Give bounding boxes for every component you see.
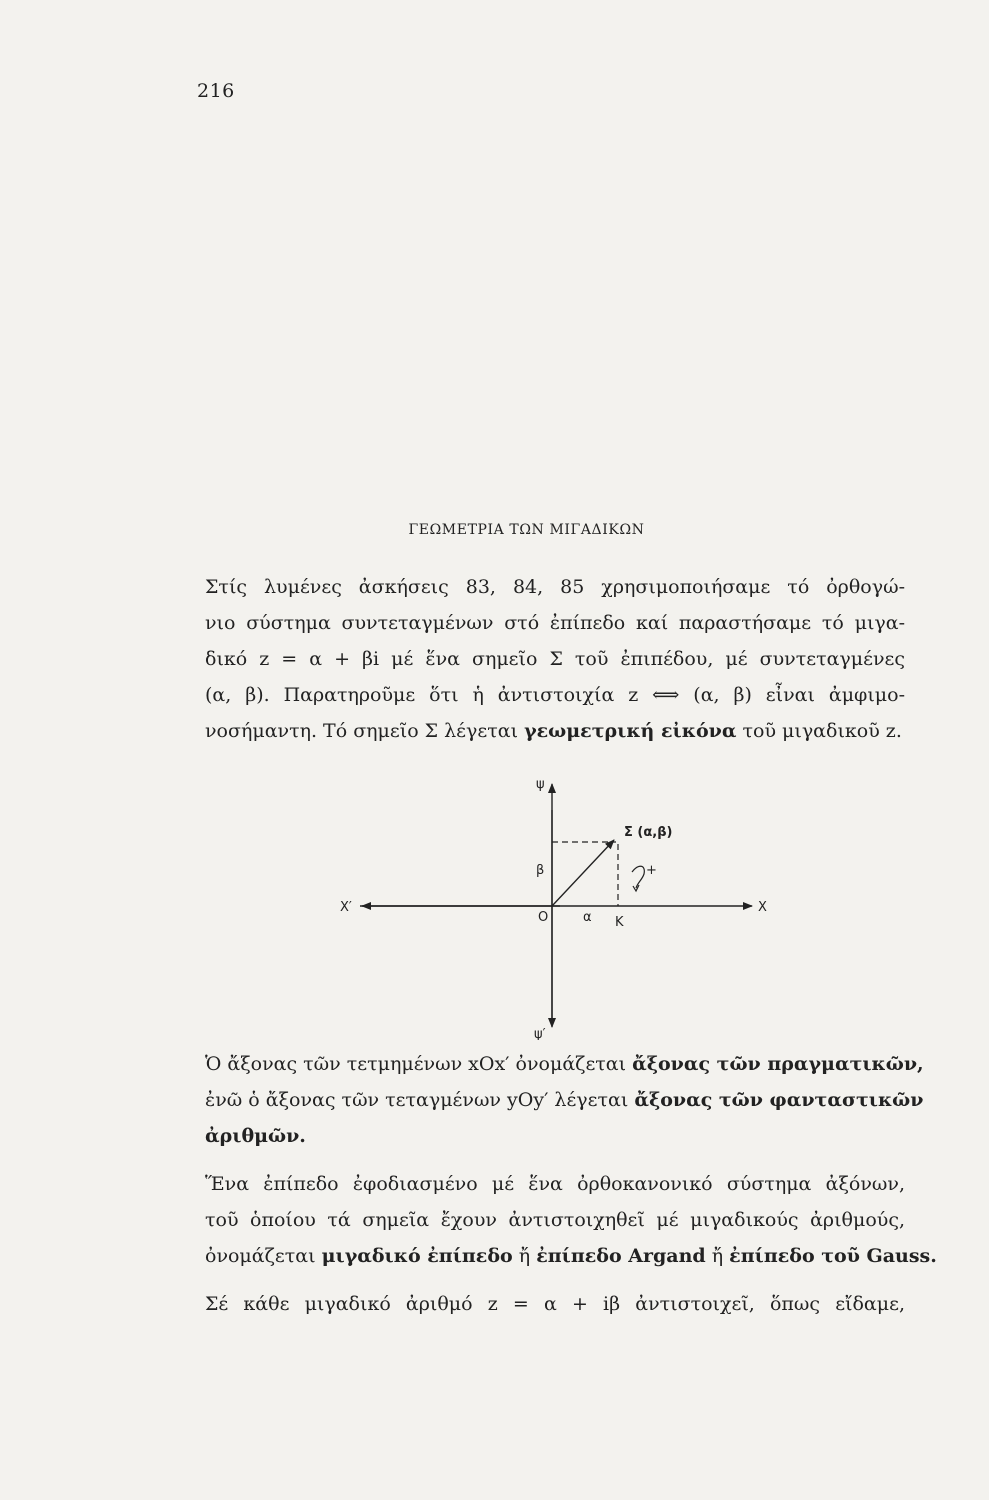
complex-plane-svg: [340, 770, 780, 1040]
term-geometric-image: γεωμετρική εἰκόνα: [524, 720, 737, 742]
paragraph-3-line-3-or-2: ἤ: [705, 1245, 730, 1267]
paragraph-2-line-1-start: Ὁ ἄξονας τῶν τετμημένων xOx′ ὀνομάζεται: [205, 1053, 633, 1075]
section-title: ΓΕΩΜΕΤΡΙΑ ΤΩΝ ΜΙΓΑΔΙΚΩΝ: [408, 522, 645, 538]
paragraph-3-line-3-or-1: ἤ: [512, 1245, 537, 1267]
position-vector: [552, 840, 614, 906]
paragraph-1-line-4: (α, β). Παρατηροῦμε ὅτι ἡ ἀντιστοιχία z ⟺ (α, β) εἶναι ἀμφιμο-: [205, 684, 905, 706]
paragraph-3-line-1: Ἕνα ἐπίπεδο ἐφοδιασμένο μέ ἕνα ὀρθοκανονικό σύστημα ἀξόνων,: [205, 1173, 905, 1195]
label-x-prime: X′: [340, 900, 352, 915]
paragraph-2-line-2-start: ἐνῶ ὁ ἄξονας τῶν τεταγμένων yOy′ λέγεται: [205, 1089, 635, 1111]
paragraph-3-line-3: [205, 1242, 937, 1270]
paragraph-3-line-3-start: ὀνομάζεται: [205, 1245, 322, 1267]
label-point-sigma: Σ (α,β): [624, 825, 673, 840]
term-real-axis: ἄξονας τῶν πραγματικῶν,: [632, 1053, 924, 1075]
paragraph-1-line-1: Στίς λυμένες ἀσκήσεις 83, 84, 85 χρησιμοποιήσαμε τό ὀρθογώ-: [205, 576, 905, 598]
paragraph-3-line-2: τοῦ ὁποίου τά σημεῖα ἔχουν ἀντιστοιχηθεῖ μέ μιγαδικούς ἀριθμούς,: [205, 1209, 905, 1231]
term-complex-plane: μιγαδικό ἐπίπεδο: [321, 1245, 513, 1267]
label-x: X: [758, 900, 767, 915]
label-origin: O: [538, 910, 549, 925]
paragraph-1-line-2: νιο σύστημα συντεταγμένων στό ἐπίπεδο καί παραστήσαμε τό μιγα-: [205, 612, 905, 634]
paragraph-1-line-5: [205, 717, 905, 745]
paragraph-4-line-1: Σέ κάθε μιγαδικό ἀριθμό z = α + iβ ἀντιστοιχεῖ, ὅπως εἴδαμε,: [205, 1293, 905, 1315]
term-numbers: ἀριθμῶν.: [205, 1125, 306, 1147]
term-gauss-plane: ἐπίπεδο τοῦ Gauss.: [729, 1245, 937, 1267]
paragraph-2-line-3: [205, 1122, 905, 1150]
term-imaginary-axis: ἄξονας τῶν φανταστικῶν: [634, 1089, 924, 1111]
label-k: K: [615, 915, 624, 930]
paragraph-1-line-3: δικό z = α + βi μέ ἕνα σημεῖο Σ τοῦ ἐπιπέδου, μέ συντεταγμένες: [205, 648, 905, 670]
complex-plane-figure: [340, 770, 780, 1040]
paragraph-1-line-5-start: νοσήμαντη. Τό σημεῖο Σ λέγεται: [205, 720, 525, 742]
label-psi: ψ: [536, 777, 545, 792]
label-beta: β: [536, 863, 545, 878]
paragraph-1-line-5-end: τοῦ μιγαδικοῦ z.: [736, 720, 902, 742]
page-number: 216: [197, 80, 235, 102]
label-psi-prime: ψ′: [534, 1027, 546, 1040]
label-alpha: α: [583, 910, 592, 925]
label-rotation-plus: +: [646, 863, 657, 878]
paragraph-2-line-1: [205, 1050, 924, 1078]
rotation-arrow-icon: [632, 866, 644, 888]
paragraph-2-line-2: [205, 1086, 924, 1114]
term-argand-plane: ἐπίπεδο Argand: [536, 1245, 706, 1267]
